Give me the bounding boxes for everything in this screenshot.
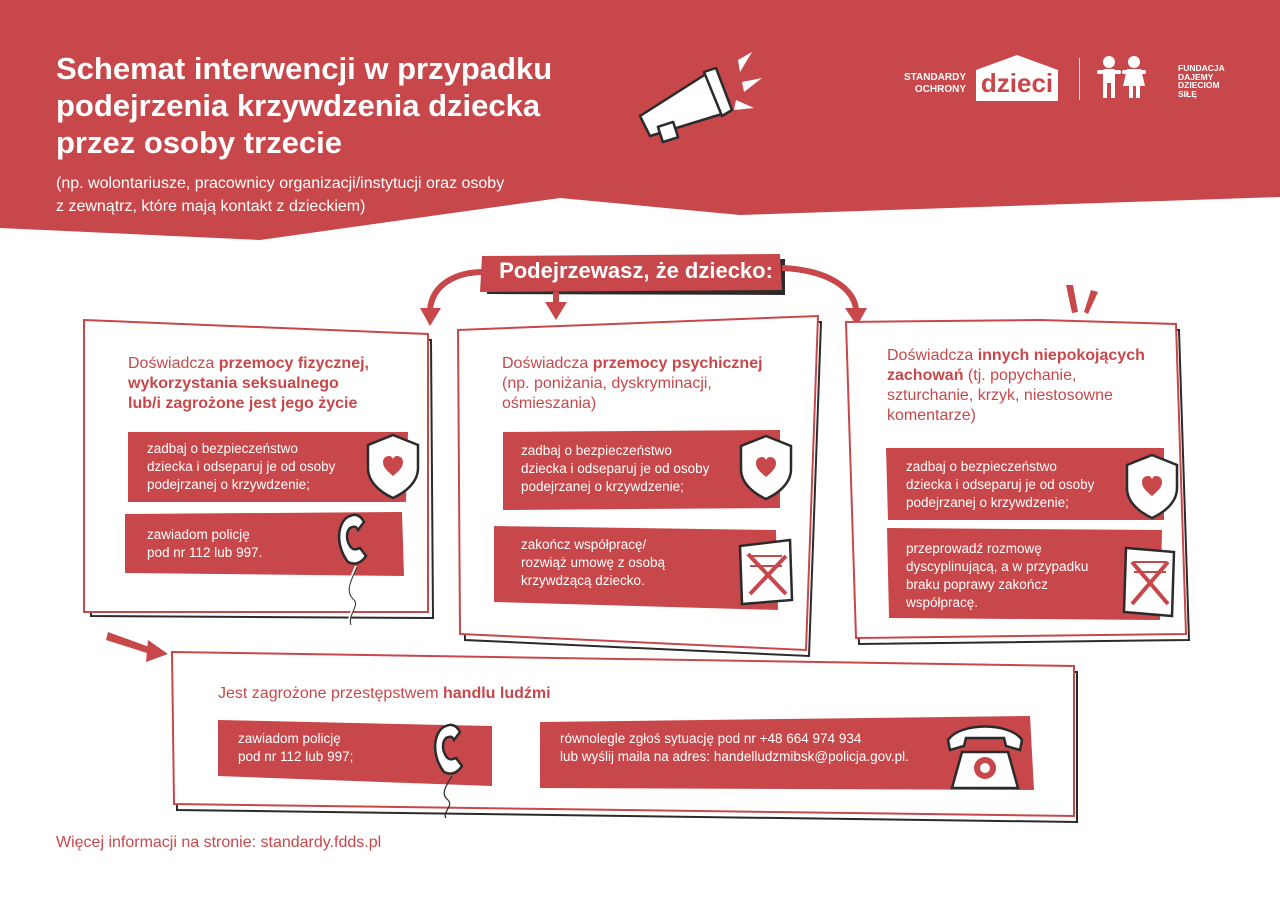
logo-line: DZIECIOM (1178, 80, 1220, 90)
heading-bold: przemocy psychicznej (592, 355, 763, 372)
action-line: zadbaj o bezpieczeństwo (147, 441, 298, 456)
box-trafficking-heading (218, 684, 551, 704)
box-physical-action-1 (147, 440, 335, 494)
action-line: podejrzanej o krzywdzenie; (147, 477, 310, 492)
action-line: równolegle zgłoś sytuację pod nr +48 664 974 934 (560, 731, 862, 746)
title-line: Schemat interwencji w przypadku (56, 51, 553, 86)
box-psychological-action-2 (521, 536, 665, 590)
title-line: podejrzenia krzywdzenia dziecka (56, 88, 541, 123)
subtitle-line: (np. wolontariusze, pracownicy organizacji/instytucji oraz osoby (56, 175, 505, 192)
heading-detail: komentarze) (887, 407, 976, 424)
crossed-document-icon (740, 540, 792, 604)
heading-bold: innych niepokojących (977, 347, 1145, 364)
action-line: zawiadom policję (147, 527, 250, 542)
logo-line: STANDARDY (903, 72, 966, 83)
box-other-action-2 (906, 540, 1088, 612)
question-label: Podejrzewasz, że dziecko: (499, 258, 773, 283)
box-other-action-1 (906, 458, 1094, 512)
action-line: pod nr 112 lub 997; (238, 749, 354, 764)
action-line: współpracę. (906, 595, 979, 610)
action-line: pod nr 112 lub 997. (147, 545, 263, 560)
action-line: lub wyślij maila na adres: handelludzmibsk@policja.gov.pl. (560, 749, 909, 764)
action-line: braku poprawy zakończ (906, 577, 1048, 592)
heading-detail: (tj. popychanie, (963, 367, 1077, 384)
heading-detail: szturchanie, krzyk, niestosowne (887, 387, 1113, 404)
arrow-icon (106, 632, 168, 662)
action-line: zawiadom policję (238, 731, 341, 746)
box-psychological-heading (502, 354, 763, 414)
exclamation-icon (1066, 285, 1098, 314)
action-line: zadbaj o bezpieczeństwo (906, 459, 1057, 474)
heading-detail: ośmieszania) (502, 395, 597, 412)
logo-line: OCHRONY (914, 84, 966, 95)
action-line: podejrzanej o krzywdzenie; (521, 479, 684, 494)
heading-intro: Doświadcza (502, 355, 593, 372)
box-trafficking-action-2 (560, 730, 909, 766)
logo-line: FUNDACJA (1178, 63, 1225, 73)
heading-bold: lub/i zagrożone jest jego życie (128, 395, 358, 412)
box-physical-heading (128, 354, 369, 414)
box-trafficking-action-1 (238, 730, 353, 766)
action-line: krzywdzącą dziecko. (521, 573, 645, 588)
action-line: zadbaj o bezpieczeństwo (521, 443, 672, 458)
action-line: zakończ współpracę/ (521, 537, 647, 552)
logo-line: DAJEMY (1178, 71, 1214, 82)
action-line: podejrzanej o krzywdzenie; (906, 495, 1069, 510)
action-line: dziecka i odseparuj je od osoby (906, 477, 1095, 492)
heading-bold: przemocy fizycznej, (218, 355, 369, 372)
action-line: dziecka i odseparuj je od osoby (147, 459, 336, 474)
heading-intro: Doświadcza (128, 355, 219, 372)
action-line: przeprowadź rozmowę (906, 541, 1042, 556)
footer-link-text: Więcej informacji na stronie: standardy.fdds.pl (56, 834, 382, 851)
heading-detail: (np. poniżania, dyskryminacji, (502, 375, 712, 392)
heading-intro: Jest zagrożone przestępstwem (218, 685, 443, 702)
action-line: dyscyplinującą, a w przypadku (906, 559, 1089, 574)
box-psychological-action-1 (521, 442, 709, 496)
action-line: dziecka i odseparuj je od osoby (521, 461, 710, 476)
logo-line: SIŁĘ (1178, 88, 1197, 99)
heading-intro: Doświadcza (887, 347, 978, 364)
box-other-heading (887, 346, 1145, 426)
subtitle-line: z zewnątrz, które mają kontakt z dzieckiem) (56, 198, 366, 215)
logo-dzieci-text: dzieci (980, 68, 1054, 98)
title-line: przez osoby trzecie (56, 125, 342, 160)
box-physical-action-2 (147, 526, 262, 562)
heading-bold: zachowań (887, 367, 964, 384)
heading-bold: wykorzystania seksualnego (128, 375, 339, 392)
action-line: rozwiąż umowę z osobą (521, 555, 666, 570)
crossed-document-icon (1124, 548, 1174, 616)
heading-bold: handlu ludźmi (443, 685, 551, 702)
megaphone-icon (640, 52, 762, 142)
